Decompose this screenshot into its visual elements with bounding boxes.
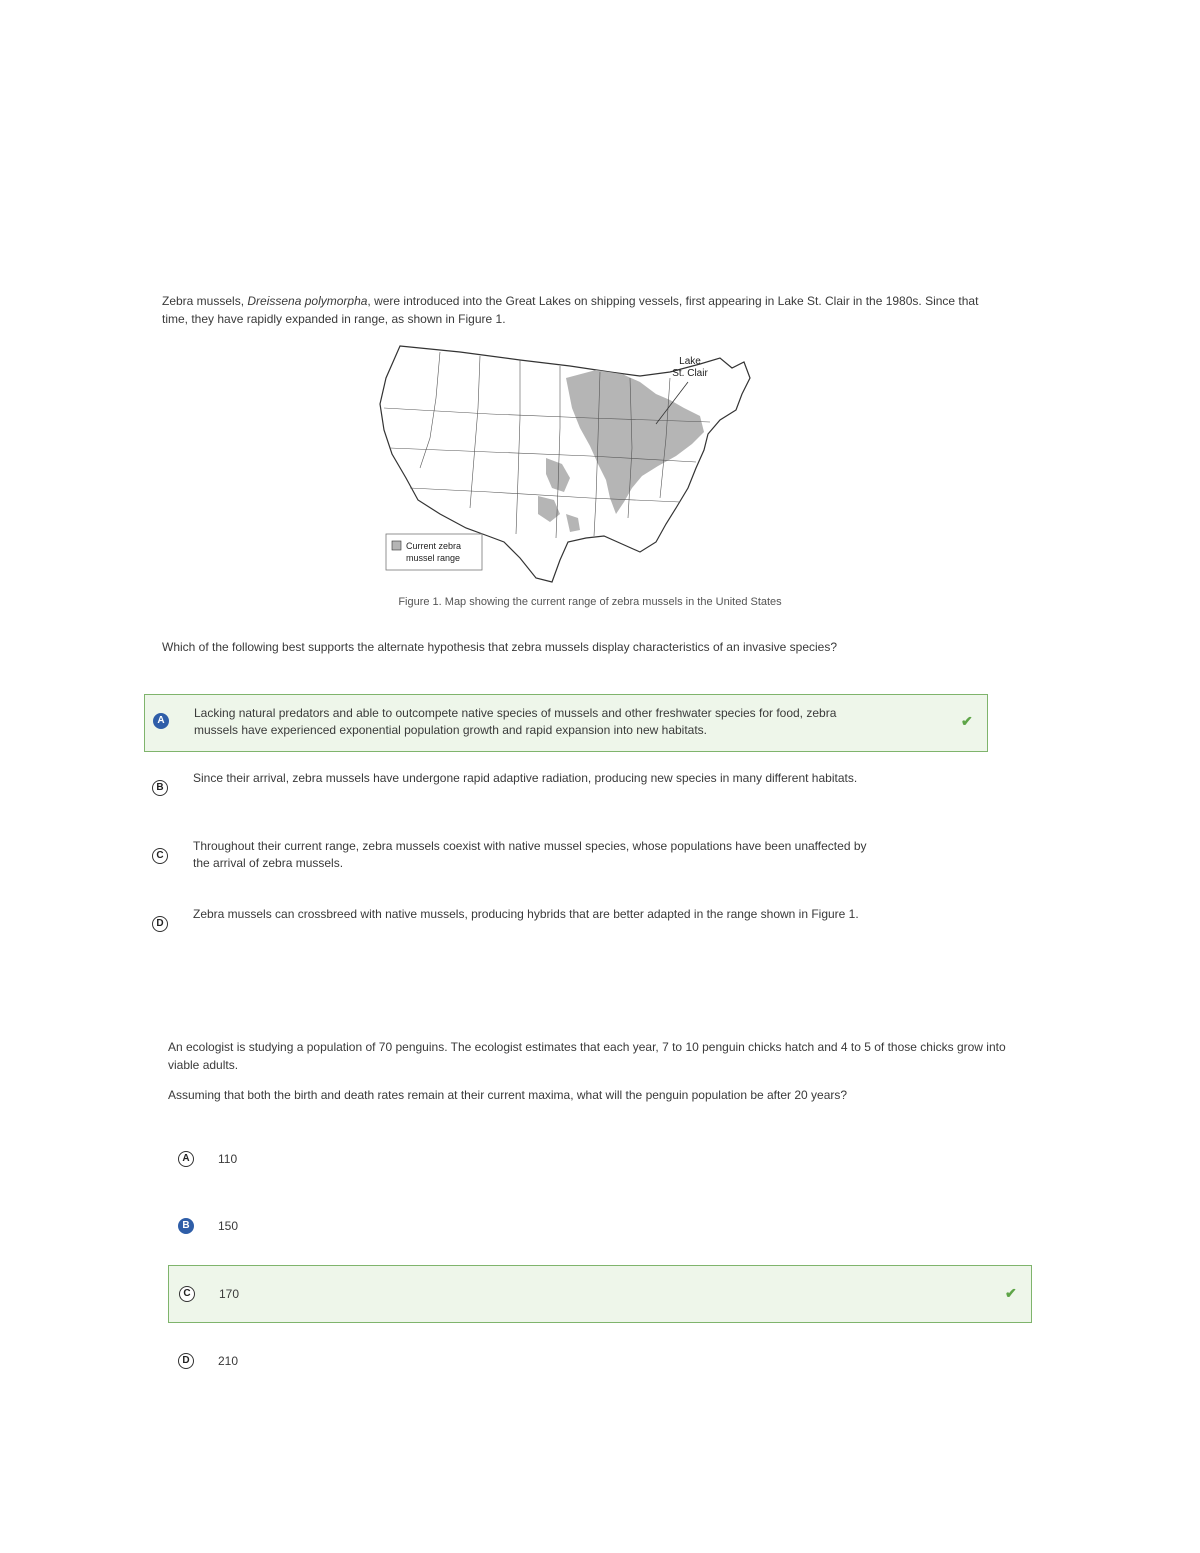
option-text: Zebra mussels can crossbreed with native mussels, producing hybrids that are better adapted in the range shown in Figure 1.: [193, 907, 859, 921]
lake-label-line2: St. Clair: [672, 368, 708, 379]
check-icon: ✔: [961, 713, 973, 729]
figure-caption: Figure 1. Map showing the current range of zebra mussels in the United States: [398, 596, 782, 608]
legend-box: [386, 534, 482, 570]
option-text: Since their arrival, zebra mussels have undergone rapid adaptive radiation, producing new species in many different habitats.: [193, 771, 858, 785]
stem-text: Zebra mussels,: [162, 294, 248, 308]
species-name: Dreissena polymorpha: [247, 294, 368, 308]
option-letter-badge: D: [178, 1353, 194, 1369]
question-2-prompt: Assuming that both the birth and death rates remain at their current maxima, what will the penguin population be after 20 years?: [168, 1088, 848, 1102]
question-2-stem: An ecologist is studying a population of 70 penguins. The ecologist estimates that each year, 7 to 10 penguin chicks hatch and 4 to 5 of those chicks grow into viable adults.: [168, 1040, 1006, 1072]
zebra-mussel-range-map: [370, 338, 790, 588]
option-text: 210: [218, 1354, 239, 1368]
option-letter-badge: A: [178, 1151, 194, 1167]
q2-option-a[interactable]: [168, 1140, 1032, 1180]
question-1-stem: [162, 292, 1002, 328]
option-letter-badge: C: [179, 1286, 195, 1302]
option-text: Lacking natural predators and able to outcompete native species of mussels and other freshwater species for food, zebra mussels have experienced exponential population growth and rapid expansion into new habitats.: [194, 706, 837, 737]
option-letter-badge: B: [152, 780, 168, 796]
q2-option-c[interactable]: [168, 1265, 1032, 1323]
option-text: 170: [219, 1287, 240, 1301]
question-1-prompt: Which of the following best supports the alternate hypothesis that zebra mussels display characteristics of an invasive species?: [162, 640, 838, 654]
legend-swatch: [392, 541, 401, 550]
option-letter-badge: A: [153, 713, 169, 729]
q2-option-b[interactable]: [168, 1207, 1032, 1247]
lake-label-line1: Lake: [679, 356, 701, 367]
option-letter-badge: B: [178, 1218, 194, 1234]
stem-text-continued: , were introduced into the Great Lakes on shipping vessels, first appearing in Lake St. Clair in the 1980s. Since that time, they have rapidly expanded in range, as shown in Figure 1.: [162, 294, 979, 326]
q1-option-d[interactable]: [144, 902, 988, 946]
check-icon: ✔: [1005, 1285, 1017, 1301]
q1-option-a[interactable]: [144, 694, 988, 752]
option-text: 110: [218, 1152, 238, 1166]
option-letter-badge: C: [152, 848, 168, 864]
legend-label-line1: Current zebra: [406, 541, 462, 551]
option-letter-badge: D: [152, 916, 168, 932]
q1-option-b[interactable]: [144, 766, 988, 810]
option-text: Throughout their current range, zebra mussels coexist with native mussel species, whose populations have been unaffected by the arrival of zebra mussels.: [193, 839, 867, 870]
option-text: 150: [218, 1219, 239, 1233]
legend-label-line2: mussel range: [406, 553, 461, 563]
us-map-figure: [370, 338, 790, 588]
q2-option-d[interactable]: [168, 1342, 1032, 1382]
q1-option-c[interactable]: [144, 834, 988, 878]
